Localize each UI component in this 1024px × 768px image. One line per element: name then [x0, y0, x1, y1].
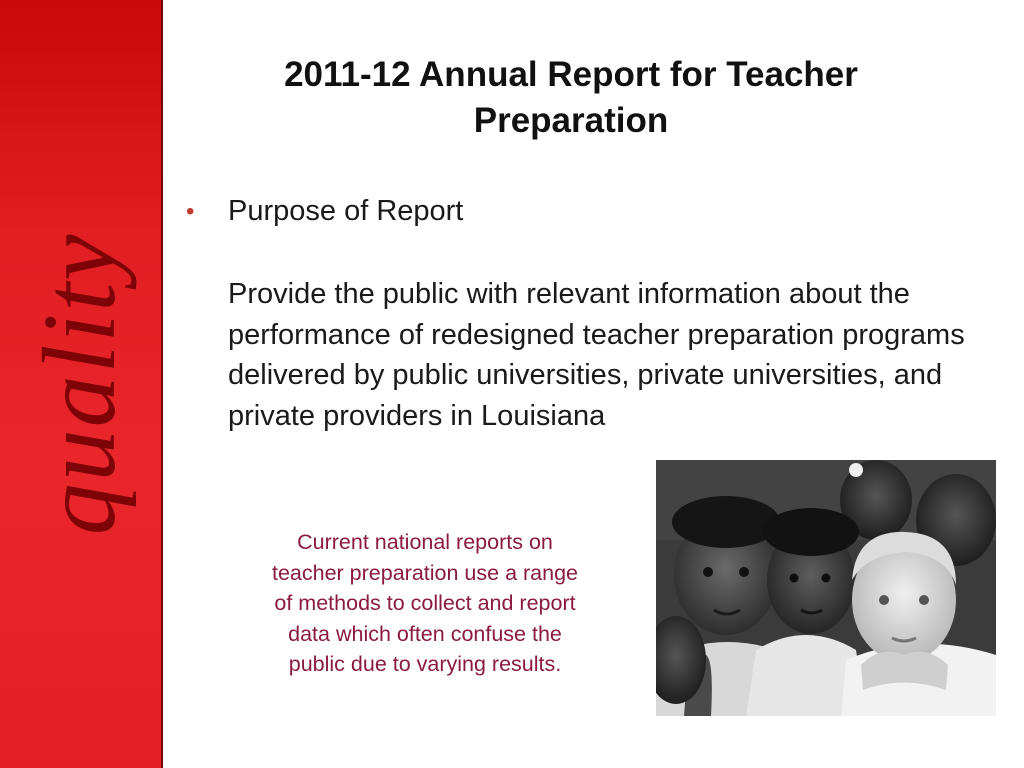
bullet-heading: Purpose of Report — [228, 195, 464, 227]
quality-sidebar — [0, 0, 163, 768]
children-photo-illustration — [656, 460, 996, 716]
national-reports-note: Current national reports on teacher preparation use a range of methods to collect and report data which often confuse the public due to varying results. — [272, 530, 578, 676]
sidebar-quality-text: quality — [22, 232, 137, 536]
bullet-icon: • — [186, 198, 195, 225]
slide-title: 2011-12 Annual Report for Teacher Preparation — [284, 55, 858, 140]
purpose-body-text: Provide the public with relevant information about the performance of redesigned teacher preparation programs delivered by public universities, private universities, and private providers in Louisiana — [228, 278, 965, 432]
children-classroom-photo — [656, 460, 996, 716]
